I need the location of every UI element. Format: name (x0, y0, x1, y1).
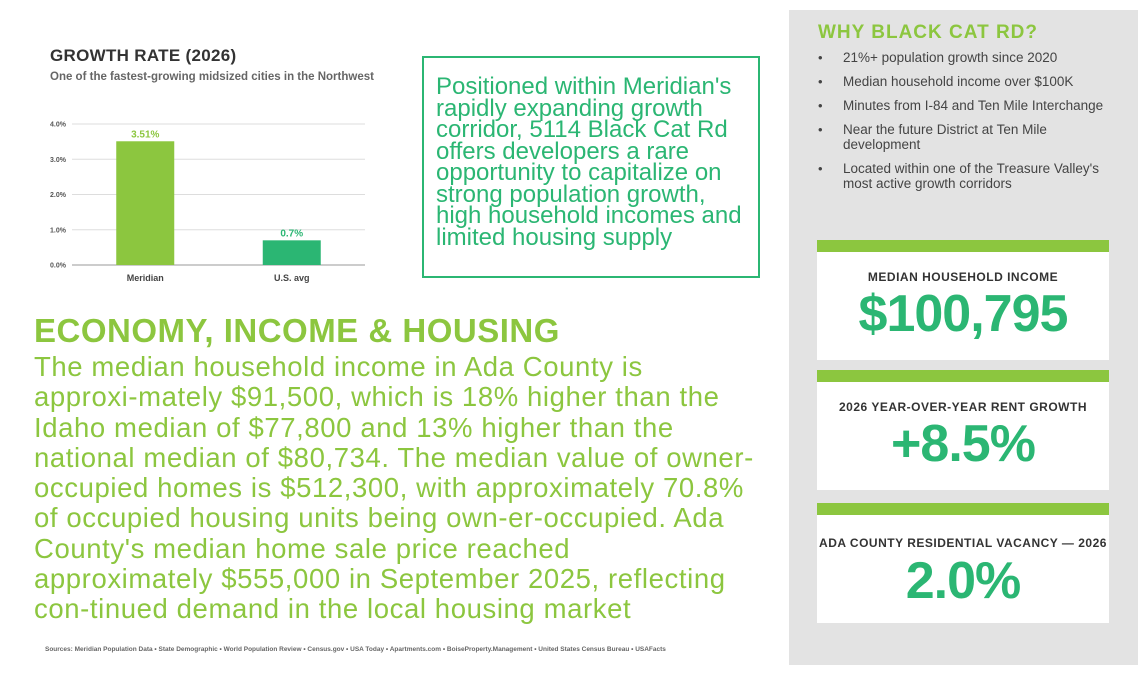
why-item-text: 21%+ population growth since 2020 (843, 50, 1058, 65)
bullet-icon: • (818, 98, 823, 113)
bar-value-label: 0.7% (280, 228, 304, 240)
callout-box (422, 56, 760, 278)
why-list-item (815, 122, 1115, 152)
why-list-item (815, 98, 1115, 113)
sources-footnote: Sources: Meridian Population Data • State Demographic • World Population Review • Census.gov • USA Today • Apartments.com • BoiseProperty.Management • United States Census Bureau • USAFacts (45, 646, 666, 653)
callout-text: Positioned within Meridian's rapidly expanding growth corridor, 5114 Black Cat Rd offers developers a rare opportunity to capitalize on strong population growth, high household incomes and limited housing supply (436, 73, 742, 251)
stat-card-rent-growth (817, 370, 1109, 490)
why-item-text: Located within one of the Treasure Valley's most active growth corridors (843, 161, 1099, 191)
stat-card-income (817, 240, 1109, 360)
bullet-icon: • (818, 74, 823, 89)
stat-card-vacancy (817, 503, 1109, 623)
right-panel (789, 10, 1138, 665)
stat-label: ADA COUNTY RESIDENTIAL VACANCY — 2026 (819, 536, 1107, 550)
stat-label: 2026 YEAR-OVER-YEAR RENT GROWTH (839, 400, 1087, 414)
bar-value-label: 3.51% (131, 129, 160, 141)
chart-subtitle: One of the fastest-growing midsized cities in the Northwest (50, 71, 374, 83)
why-list-item (815, 161, 1115, 191)
why-item-text: Minutes from I-84 and Ten Mile Interchange (843, 98, 1104, 113)
why-list-item (815, 50, 1115, 65)
why-item-text: Near the future District at Ten Mile development (843, 122, 1047, 152)
why-item-text: Median household income over $100K (843, 74, 1074, 89)
why-heading: WHY BLACK CAT RD? (818, 22, 1038, 43)
bullet-icon: • (818, 50, 823, 65)
stat-value: +8.5% (891, 415, 1035, 473)
y-tick-label: 4.0% (50, 121, 66, 129)
bar (116, 141, 174, 265)
y-tick-label: 3.0% (50, 156, 66, 164)
bullet-icon: • (818, 161, 823, 176)
y-tick-label: 0.0% (50, 262, 66, 270)
x-category-label: Meridian (126, 273, 164, 283)
stat-label: MEDIAN HOUSEHOLD INCOME (867, 270, 1059, 284)
bullet-icon: • (818, 122, 823, 137)
x-category-label: U.S. avg (273, 273, 310, 283)
economy-body: The median household income in Ada County is approxi-mately $91,500, which is 18% higher than the Idaho median of $77,800 and 13% higher than the national median of $80,734. The median value of owner-occupied homes is $512,300, with approximately 70.8% of occupied housing units being own-er-occupied. Ada County's median home sale price reached approximately $555,000 in September 2025, reflecting con-tinued demand in the local housing market (34, 351, 754, 625)
why-list (815, 50, 1115, 200)
bar (263, 240, 321, 265)
economy-heading: ECONOMY, INCOME & HOUSING (34, 312, 560, 349)
why-list-item (815, 74, 1115, 89)
stat-value: $100,795 (858, 285, 1068, 343)
y-tick-label: 2.0% (50, 192, 66, 199)
growth-rate-chart (40, 112, 380, 292)
chart-title: GROWTH RATE (2026) (50, 46, 237, 65)
y-tick-label: 1.0% (50, 227, 66, 235)
stat-value: 2.0% (905, 552, 1021, 610)
